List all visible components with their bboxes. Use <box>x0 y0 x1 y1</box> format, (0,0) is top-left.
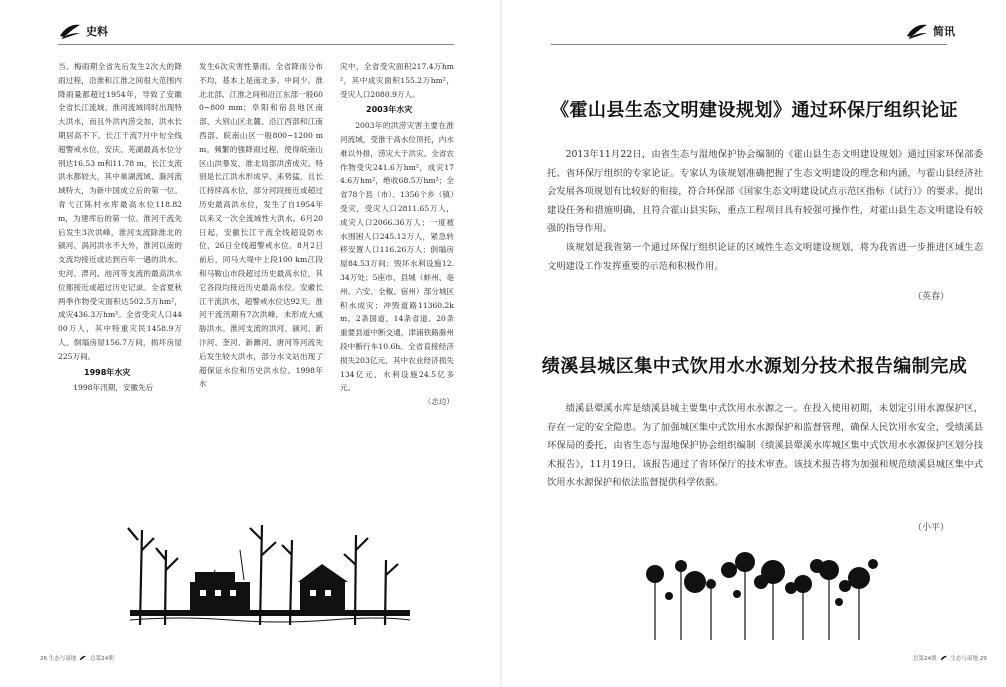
left-footer <box>40 654 114 662</box>
left-header <box>58 18 108 44</box>
small-logo-icon <box>940 655 948 661</box>
section-title: 简讯 <box>933 25 955 38</box>
subheading-2003: 2003年水灾 <box>366 105 413 115</box>
article1-paragraph: 该规划是我省第一个通过环保厅组织论证的区域性生态文明建设规划，将为我省进一步推进区域生态文明建设工作发挥重要的示范和积极作用。 <box>547 241 983 272</box>
col3-text-a: 灾中，全省受灾面积217.4万hm²，其中成灾面积155.2万hm²，受灾人口2080.9万人。 <box>340 62 454 99</box>
col2-text: 发生6次灾害性暴雨。全省降雨分布不均，基本上是南北多、中间少。淮北北部、江淮之间和沿江东部一般600~800 mm；阜阳和宿县地区南部、大别山区北麓、沿江西部和江南西部、皖南山区一般800~1200 mm。频繁的强降雨过程，使得皖南山区山洪暴发，淮北局部洪涝成灾。特别是长江洪水形成早、来势猛，且长江持续高水位，部分河段接近或超过历史最高洪水位，发生了自1954年以来又一次全流域性大洪水。6月20日起，安徽长江干流全线超设防水位，26日全线超警戒水位。8月2日前后，同马大堤中上段100 km江段和马鞍山市段超过历史最高水位，其它各段均接近历史最高水位。安徽长江干流洪水，超警戒水位达92天。淮河干流汛期有7次洪峰，未形成大威胁洪水。淮河支流的洪河、颍河、新汴河、奎河、新濉河、唐河等河流先后发生较大洪水，部分水文站出现了超保证水位和历史洪水位。1998年水 <box>199 62 323 389</box>
col1-tail: 1998年汛期，安徽先后 <box>73 383 154 393</box>
right-footer <box>913 654 987 662</box>
article1-signature: （英春） <box>913 292 950 302</box>
article2-body <box>547 400 983 493</box>
right-page <box>503 0 1006 687</box>
village-sketch-illustration <box>120 520 420 630</box>
text-column-1 <box>58 60 182 395</box>
right-header <box>905 18 955 44</box>
article2-signature: （小平） <box>913 523 950 533</box>
section-title: 史料 <box>86 25 108 38</box>
article1-body <box>547 146 983 276</box>
header-divider-right <box>551 44 947 45</box>
text-column-2 <box>199 60 323 391</box>
footer-issue: 总第24期 <box>913 656 937 662</box>
footer-page-label: 26 生态与湿地 <box>40 656 77 662</box>
subheading-1998: 1998年水灾 <box>84 367 131 377</box>
text-column-3 <box>340 60 454 409</box>
author-signature: （志边） <box>423 397 454 407</box>
footer-page-label: 生态与湿地 29 <box>950 656 987 662</box>
col3-text-b: 2003年的洪涝灾害主要在淮河流域，受淮干高水位顶托，内水难以外排，涝灾大于洪灾。全省农作物受灾241.6万hm²，成灾174.6万hm²，绝收68.5万hm²；全省78个县（市）、1356个乡（镇）受灾，受灾人口2811.65万人，成灾人口2066.36万人；一度被水围困人口245.12万人，紧急转移安置人口116.26万人；倒塌房屋84.53万间；毁坏水利设施12.34万处；5座市、县城（蚌州、亳州、六安、全椒、宿州）部分城区积水成灾；冲毁道路11360.2km，2条国道、14条省道、20条重要县道中断交通，津浦铁路滁州段中断行车10.6h。全省直接经济损失203亿元，其中农业经济损失134亿元，水利设施24.5亿多元。 <box>340 121 454 393</box>
header-divider <box>58 44 454 45</box>
leaf-swoosh-logo-icon <box>905 22 929 40</box>
col1-text: 当。梅雨期全省先后发生2次大的降雨过程，沿淮和江淮之间很大范围内降雨量都超过1954年，导致了安徽全省长江流域、淮河流域同时出现特大洪水，而且外洪内涝交加，洪水长期居高不下。长江干流7月中旬全线超警戒水位，安庆、芜湖最高水位分别达16.53 m和11.78 m，长江支流洪水都较大，其中巢湖流域、滁河流域特大，为新中国成立后的第一位。青弋江陈村水库最高水位118.82 m，为建库后的第一位。淮河干流先后发生3次洪峰，淮河支流除淮北的颍河、涡河洪水不大外，淮河以南的支流均接近或达到百年一遇的洪水。史河、淠河、池河等支流的最高洪水位都接近或超过历史记录。全省夏秋两季作物受灾面积达502.5万hm²，成灾436.3万hm²。全省受灾人口4400万人，其中特重灾民1458.9万人。倒塌房屋156.7万间，损坏房屋225万间。 <box>58 62 182 361</box>
article2-title: 绩溪县城区集中式饮用水水源划分技术报告编制完成 <box>541 356 968 377</box>
footer-issue: 总第24期 <box>90 656 114 662</box>
ink-dots-trees-illustration <box>633 548 883 640</box>
article1-paragraph: 2013年11月22日，由省生态与湿地保护协会编制的《霍山县生态文明建设规划》通过国家环保部委托、省环保厅组织的专家论证。专家认为该规划准确把握了生态文明建设的理念和内涵，与霍山县经济社会发展各项规划有比较好的衔接，符合环保部《国家生态文明建设试点示范区指标（试行）》的要求。提出建设任务和措施明确，且符合霍山县实际，重点工程项目具有较强可操作性，对霍山县生态文明建设有较强的指导作用。 <box>547 149 983 235</box>
leaf-swoosh-logo-icon <box>58 22 82 40</box>
article1-title: 《霍山县生态文明建设规划》通过环保厅组织论证 <box>551 100 958 121</box>
article2-paragraph: 绩溪县翚溪水库是绩溪县城主要集中式饮用水水源之一。在投入使用初期，未划定引用水源保护区，存在一定的安全隐患。为了加强城区集中式饮用水水源保护和监督管理，确保人民饮用水安全，受绩溪县环保局的委托，由省生态与湿地保护协会组织编制《绩溪县翚溪水库城区集中式饮用水水源保护区划分技术报告》，11月19日，该报告通过了省环保厅的技术审查。该技术报告将为加强和规范绩溪县城区集中式饮用水水源保护和依法监督提供科学依据。 <box>547 403 983 489</box>
small-logo-icon <box>79 655 87 661</box>
